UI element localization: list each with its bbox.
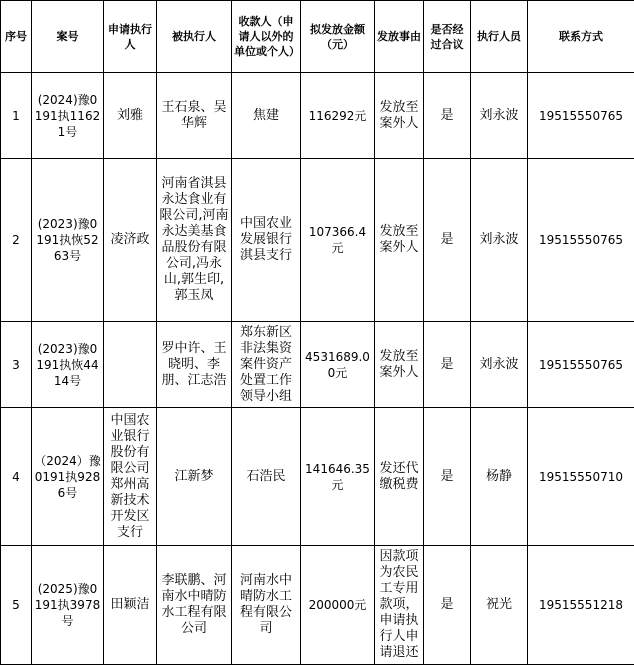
- table-row: [1, 408, 634, 546]
- cell-amount: 200000元: [301, 546, 375, 665]
- cell-case-no: （2024）豫0191执9286号: [32, 408, 104, 546]
- cell-amount: 4531689.00元: [301, 322, 375, 408]
- cell-respondent: 江新梦: [157, 408, 232, 546]
- cell-reason: 发还代缴税费: [375, 408, 424, 546]
- table-row: [1, 159, 634, 322]
- cell-officer: 祝光: [471, 546, 528, 665]
- cell-deliberated: 是: [424, 73, 471, 159]
- cell-case-no: (2023)豫0191执恢5263号: [32, 159, 104, 322]
- cell-applicant: 中国农业银行股份有限公司郑州高新技术开发区支行: [104, 408, 157, 546]
- cell-applicant: 刘雅: [104, 73, 157, 159]
- cell-respondent: 罗中许、王晓明、李朋、江志浩: [157, 322, 232, 408]
- cell-respondent: 河南省淇县永达食业有限公司,河南永达美基食品股份有限公司,冯永山,郭生印,郭玉凤: [157, 159, 232, 322]
- cell-payee: 石浩民: [232, 408, 301, 546]
- cell-reason: 发放至案外人: [375, 73, 424, 159]
- cell-applicant: 凌济政: [104, 159, 157, 322]
- cell-payee: 中国农业发展银行淇县支行: [232, 159, 301, 322]
- cell-phone: 19515550765: [528, 73, 634, 159]
- header-row: [1, 1, 634, 73]
- col-header-reason: 发放事由: [375, 1, 424, 73]
- cell-respondent: 王石泉、吴华辉: [157, 73, 232, 159]
- cell-applicant: 田颖洁: [104, 546, 157, 665]
- cell-amount: 107366.4元: [301, 159, 375, 322]
- cell-phone: 19515550765: [528, 322, 634, 408]
- cell-applicant: [104, 322, 157, 408]
- cell-amount: 141646.35元: [301, 408, 375, 546]
- cell-payee: 焦建: [232, 73, 301, 159]
- cell-phone: 19515550765: [528, 159, 634, 322]
- cell-deliberated: 是: [424, 408, 471, 546]
- cell-payee: 河南水中晴防水工程有限公司: [232, 546, 301, 665]
- col-header-payee: 收款人（申请人以外的单位或个人）: [232, 1, 301, 73]
- cell-case-no: (2024)豫0191执11621号: [32, 73, 104, 159]
- col-header-deliberated: 是否经过合议: [424, 1, 471, 73]
- table-row: [1, 546, 634, 665]
- cell-officer: 杨静: [471, 408, 528, 546]
- table-row: [1, 73, 634, 159]
- col-header-case-no: 案号: [32, 1, 104, 73]
- cell-phone: 19515550710: [528, 408, 634, 546]
- cell-seq: 4: [1, 408, 32, 546]
- table-row: [1, 322, 634, 408]
- col-header-respondent: 被执行人: [157, 1, 232, 73]
- cell-officer: 刘永波: [471, 159, 528, 322]
- cell-officer: 刘永波: [471, 322, 528, 408]
- cell-reason: 发放至案外人: [375, 322, 424, 408]
- cell-reason: 因款项为农民工专用款项，申请执行人申请退还: [375, 546, 424, 665]
- cell-seq: 1: [1, 73, 32, 159]
- col-header-phone: 联系方式: [528, 1, 634, 73]
- cell-phone: 19515551218: [528, 546, 634, 665]
- cell-deliberated: 是: [424, 322, 471, 408]
- col-header-applicant: 申请执行人: [104, 1, 157, 73]
- cell-case-no: (2023)豫0191执恢4414号: [32, 322, 104, 408]
- cell-deliberated: 是: [424, 159, 471, 322]
- cell-respondent: 李联鹏、河南水中晴防水工程有限公司: [157, 546, 232, 665]
- col-header-officer: 执行人员: [471, 1, 528, 73]
- cell-seq: 2: [1, 159, 32, 322]
- cell-deliberated: 是: [424, 546, 471, 665]
- cell-payee: 郑东新区非法集资案件资产处置工作领导小组: [232, 322, 301, 408]
- cell-officer: 刘永波: [471, 73, 528, 159]
- cell-case-no: (2025)豫0191执3978号: [32, 546, 104, 665]
- cell-seq: 5: [1, 546, 32, 665]
- col-header-amount: 拟发放金额（元）: [301, 1, 375, 73]
- cell-amount: 116292元: [301, 73, 375, 159]
- cell-reason: 发放至案外人: [375, 159, 424, 322]
- cell-seq: 3: [1, 322, 32, 408]
- col-header-seq: 序号: [1, 1, 32, 73]
